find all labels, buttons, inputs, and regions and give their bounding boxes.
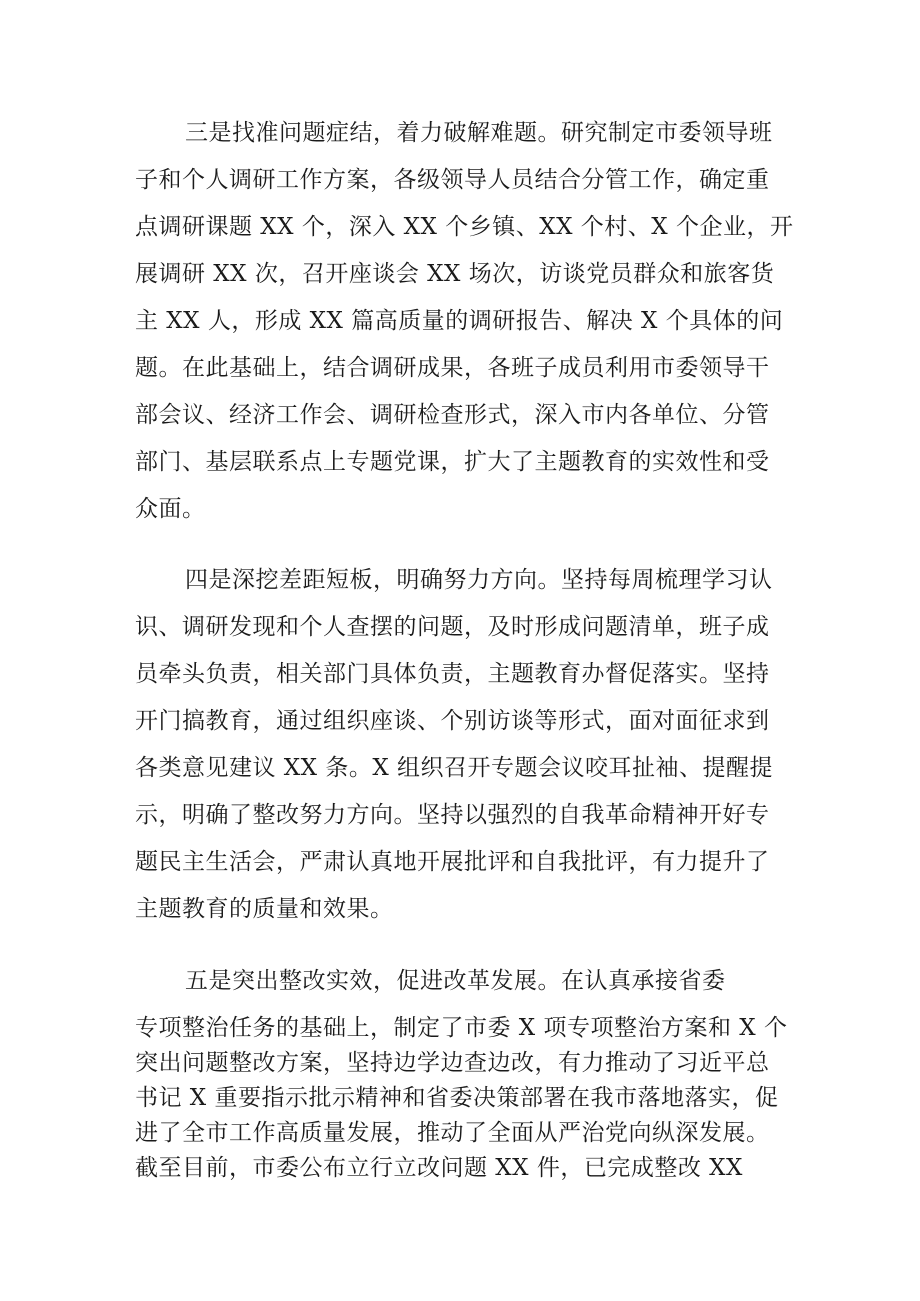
paragraph-2-line-1: 四是深挖差距短板，明确努力方向。坚持每周梳理学习认	[185, 567, 773, 593]
paragraph-3-line-3: 突出问题整改方案，坚持边学边查边改，有力推动了习近平总	[135, 1050, 770, 1076]
paragraph-2-line-8: 主题教育的质量和效果。	[135, 896, 394, 922]
paragraph-2-line-6: 示，明确了整改努力方向。坚持以强烈的自我革命精神开好专	[135, 802, 770, 828]
paragraph-3-line-2: 专项整治任务的基础上，制定了市委 X 项专项整治方案和 X 个	[135, 1015, 788, 1041]
paragraph-2-line-4: 开门搞教育，通过组织座谈、个别访谈等形式，面对面征求到	[135, 708, 770, 734]
paragraph-3-line-4: 书记 X 重要指示批示精神和省委决策部署在我市落地落实，促	[135, 1085, 779, 1111]
paragraph-1-line-3: 点调研课题 XX 个，深入 XX 个乡镇、XX 个村、X 个企业，开	[135, 214, 794, 240]
paragraph-3-line-6: 截至目前，市委公布立行立改问题 XX 件，已完成整改 XX	[135, 1155, 743, 1181]
paragraph-3-line-5: 进了全市工作高质量发展，推动了全面从严治党向纵深发展。	[135, 1120, 770, 1146]
paragraph-2-line-3: 员牵头负责，相关部门具体负责，主题教育办督促落实。坚持	[135, 661, 770, 687]
paragraph-2-line-7: 题民主生活会，严肃认真地开展批评和自我批评，有力提升了	[135, 849, 770, 875]
paragraph-2-line-2: 识、调研发现和个人查摆的问题，及时形成问题清单，班子成	[135, 614, 770, 640]
paragraph-1-line-9: 众面。	[135, 496, 206, 522]
paragraph-1-line-8: 部门、基层联系点上专题党课，扩大了主题教育的实效性和受	[135, 449, 770, 475]
paragraph-1-line-1: 三是找准问题症结，着力破解难题。研究制定市委领导班	[185, 120, 773, 146]
paragraph-1-line-6: 题。在此基础上，结合调研成果，各班子成员利用市委领导干	[135, 355, 770, 381]
paragraph-2-line-5: 各类意见建议 XX 条。X 组织召开专题会议咬耳扯袖、提醒提	[135, 755, 774, 781]
paragraph-1-line-4: 展调研 XX 次，召开座谈会 XX 场次，访谈党员群众和旅客货	[135, 261, 775, 287]
paragraph-1-line-7: 部会议、经济工作会、调研检查形式，深入市内各单位、分管	[135, 402, 770, 428]
paragraph-3-line-1: 五是突出整改实效，促进改革发展。在认真承接省委	[185, 968, 726, 994]
paragraph-1-line-5: 主 XX 人，形成 XX 篇高质量的调研报告、解决 X 个具体的问	[135, 308, 784, 334]
paragraph-1-line-2: 子和个人调研工作方案，各级领导人员结合分管工作，确定重	[135, 167, 770, 193]
